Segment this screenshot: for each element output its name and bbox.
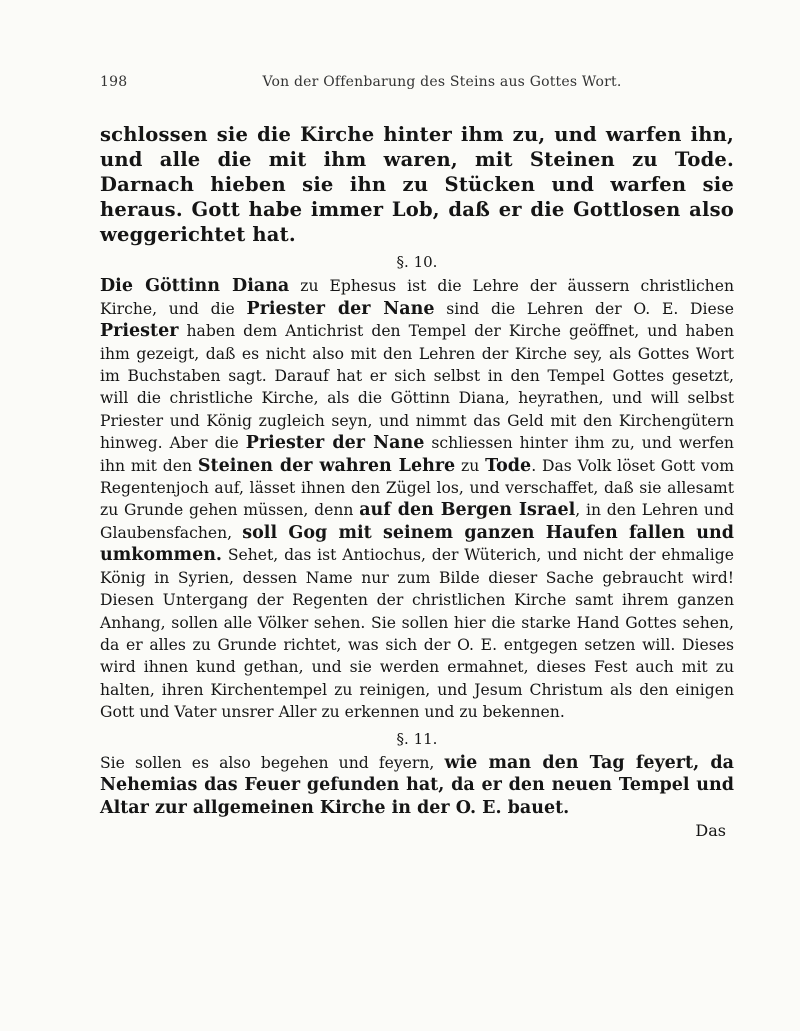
paragraph	[100, 752, 734, 819]
text-run: . Das Volk löset Gott vom Regentenjoch auf, lässet ihnen den Zügel los, und verschaffet, daß sie allesamt zu Grunde gehen müssen, denn	[100, 456, 734, 520]
text-run: , in den Lehren und Glaubensfachen,	[100, 501, 734, 542]
body-text	[100, 122, 734, 819]
emphasis-text: Tode	[485, 455, 532, 476]
emphasis-text: Priester der Nane	[245, 433, 425, 454]
text-run: zu Ephesus ist die Lehre der äussern christlichen Kirche, und die	[100, 277, 734, 318]
running-title: Von der Offenbarung des Steins aus Gottes Wort.	[262, 74, 622, 90]
emphasis-text: wie man den Tag feyert, da Nehemias das Feuer gefunden hat, da er den neuen Tempel und Altar zur allgemeinen Kirche in der O. E. bauet.	[100, 752, 734, 818]
text-run: sind die Lehren der O. E. Diese	[434, 299, 734, 318]
emphasis-text: auf den Bergen Israel	[359, 500, 576, 521]
section-number: §. 10.	[396, 253, 438, 271]
page-number: 198	[100, 74, 128, 90]
emphasis-text: Priester der Nane	[246, 298, 435, 319]
emphasis-text: Die Göttinn Diana	[100, 276, 290, 297]
paragraph	[100, 275, 734, 723]
paragraph: schlossen sie die Kirche hinter ihm zu, und warfen ihn, und alle die mit ihm waren, mit Steinen zu Tode. Darnach hieben sie ihn zu Stücken und warfen sie heraus. Gott habe immer Lob, daß er die Gottlosen also weggerichtet hat.	[100, 123, 734, 246]
page-header	[100, 74, 734, 90]
text-run: Sie sollen es also begehen und feyern,	[100, 753, 445, 772]
emphasis-text: Priester	[100, 321, 179, 342]
text-run: Sehet, das ist Antiochus, der Wüterich, und nicht der ehmalige König in Syrien, dessen Name nur zum Bilde dieser Sache gebraucht wird! Diesen Untergang der Regenten der christlichen Kirche samt ihrem ganzen Anhang, sollen alle Völker sehen. Sie sollen hier die starke Hand Gottes sehen, da er alles zu Grunde richtet, was sich der O. E. entgegen setzen will. Dieses wird ihnen kund gethan, und sie werden ermahnet, dieses Fest auch mit zu halten, ihren Kirchentempel zu reinigen, und Jesum Christum als den einigen Gott und Vater unsrer Aller zu erkennen und zu bekennen.	[100, 546, 734, 722]
catchword: Das	[695, 821, 726, 841]
section-number: §. 11.	[396, 729, 438, 748]
text-run: haben dem Antichrist den Tempel der Kirche geöffnet, und haben ihm gezeigt, daß es nicht also mit den Lehren der Kirche sey, als Gottes Wort im Buchstaben sagt. Darauf hat er sich selbst in den Tempel Gottes gesetzt, will die christliche Kirche, als die Göttinn Diana, heyrathen, und will selbst Priester und König zugleich seyn, und nimmt das Geld mit den Kirchengütern hinweg. Aber die	[100, 322, 734, 453]
emphasis-text: Steinen der wahren Lehre	[197, 455, 456, 476]
text-run: schliessen hinter ihm zu, und werfen ihn mit den	[100, 434, 734, 475]
text-run: zu	[455, 456, 486, 475]
emphasis-text: soll Gog mit seinem ganzen Haufen fallen und umkommen.	[100, 522, 734, 566]
